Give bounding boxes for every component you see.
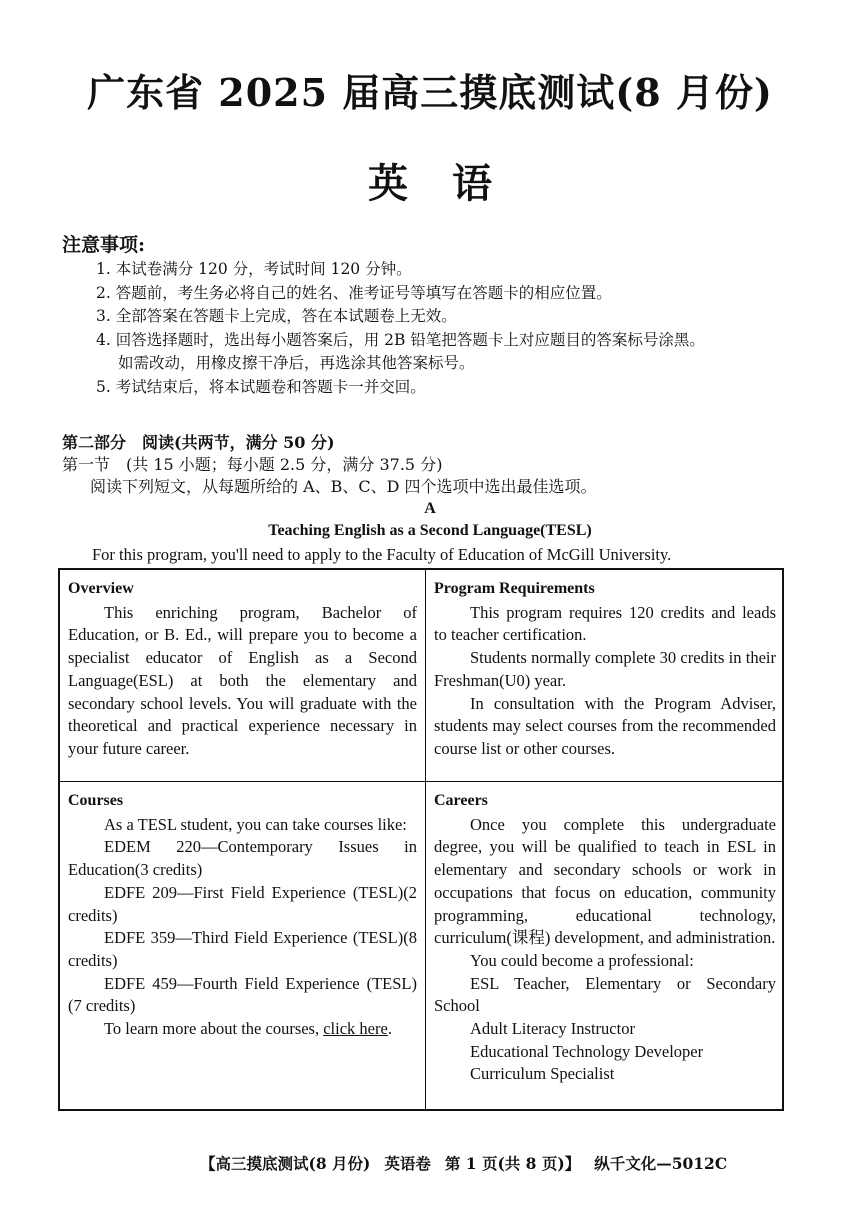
passage-title: Teaching English as a Second Language(TESL) [268, 522, 592, 539]
requirements-para: In consultation with the Program Adviser, students may select courses from the recommended course list or other courses. [434, 693, 776, 758]
note-item: 1. 本试卷满分 120 分，考试时间 120 分钟。 [96, 260, 412, 278]
note-item: 4. 回答选择题时，选出每小题答案后，用 2B 铅笔把答题卡上对应题目的答案标号涂黑。 [96, 330, 705, 349]
career-item: Curriculum Specialist [470, 1064, 615, 1084]
passage-intro: For this program, you'll need to apply to the Faculty of Education of McGill University. [92, 545, 672, 564]
page-title: 广东省 2025 届高三摸底测试(8 月份) [87, 70, 773, 115]
overview-cell [60, 570, 426, 782]
footer-paper: 英语卷 [384, 1154, 431, 1173]
courses-more-end: . [387, 1019, 392, 1039]
page-footer [200, 1152, 741, 1174]
requirements-cell [426, 570, 784, 782]
instruction-text: 阅读下列短文，从每题所给的 A、B、C、D 四个选项中选出最佳选项。 [90, 477, 597, 496]
careers-heading: Careers [434, 792, 488, 809]
career-item: Adult Literacy Instructor [470, 1019, 635, 1039]
notes-list [96, 258, 816, 399]
course-item: EDFE 459—Fourth Field Experience (TESL)(7 credits) [68, 973, 417, 1016]
footer-code: 纵千文化—5012C [594, 1154, 728, 1173]
courses-more-text: To learn more about the courses, [104, 1019, 320, 1039]
note-item: 5. 考试结束后，将本试题卷和答题卡一并交回。 [96, 377, 426, 396]
courses-cell [60, 782, 426, 1109]
courses-more [68, 1018, 417, 1041]
click-here-link[interactable]: click here [323, 1019, 388, 1039]
course-item: EDFE 209—First Field Experience (TESL)(2 credits) [68, 882, 417, 925]
note-item: 3. 全部答案在答题卡上完成，答在本试题卷上无效。 [96, 307, 457, 325]
overview-heading: Overview [68, 580, 134, 597]
passage-letter: A [424, 500, 436, 517]
note-item: 2. 答题前，考生务必将自己的姓名、准考证号等填写在答题卡的相应位置。 [96, 283, 612, 302]
requirements-heading: Program Requirements [434, 580, 595, 597]
notes-heading: 注意事项: [62, 234, 146, 256]
course-item: EDEM 220—Contemporary Issues in Education(3 credits) [68, 837, 417, 880]
footer-page: 第 1 页(共 8 页)】 [444, 1154, 581, 1173]
requirements-para: This program requires 120 credits and leads to teacher certification. [434, 602, 776, 645]
career-item: Educational Technology Developer [470, 1041, 704, 1061]
career-item: ESL Teacher, Elementary or Secondary School [434, 973, 776, 1016]
footer-exam: 【高三摸底测试(8 月份) [200, 1154, 371, 1173]
subsection-heading: 第一节 (共 15 小题；每小题 2.5 分，满分 37.5 分) [62, 455, 443, 474]
overview-text: This enriching program, Bachelor of Education, or B. Ed., will prepare you to become a specialist educator of English as a Second Language(ESL) at both the elementary and secondary school levels. You will graduate with the theoretical and practical experience necessary in your future career. [68, 602, 417, 758]
section-header [62, 432, 802, 498]
subject-title: 英语 [368, 160, 536, 207]
course-item: EDFE 359—Third Field Experience (TESL)(8 credits) [68, 928, 417, 970]
careers-cell [426, 782, 784, 1109]
program-table [58, 568, 784, 1111]
part-heading: 第二部分 阅读(共两节，满分 50 分) [62, 433, 335, 452]
courses-intro: As a TESL student, you can take courses like: [104, 814, 407, 834]
careers-text: Once you complete this undergraduate degree, you will be qualified to teach in ESL in elementary and secondary schools or work in occupations that focus on education, community programming, educational technology, curriculum(课程) development, and administration. [434, 814, 776, 948]
courses-heading: Courses [68, 792, 124, 809]
note-item: 如需改动，用橡皮擦干净后，再选涂其他答案标号。 [118, 354, 475, 372]
careers-list-intro: You could become a professional: [470, 950, 694, 970]
requirements-para: Students normally complete 30 credits in their Freshman(U0) year. [434, 648, 776, 690]
